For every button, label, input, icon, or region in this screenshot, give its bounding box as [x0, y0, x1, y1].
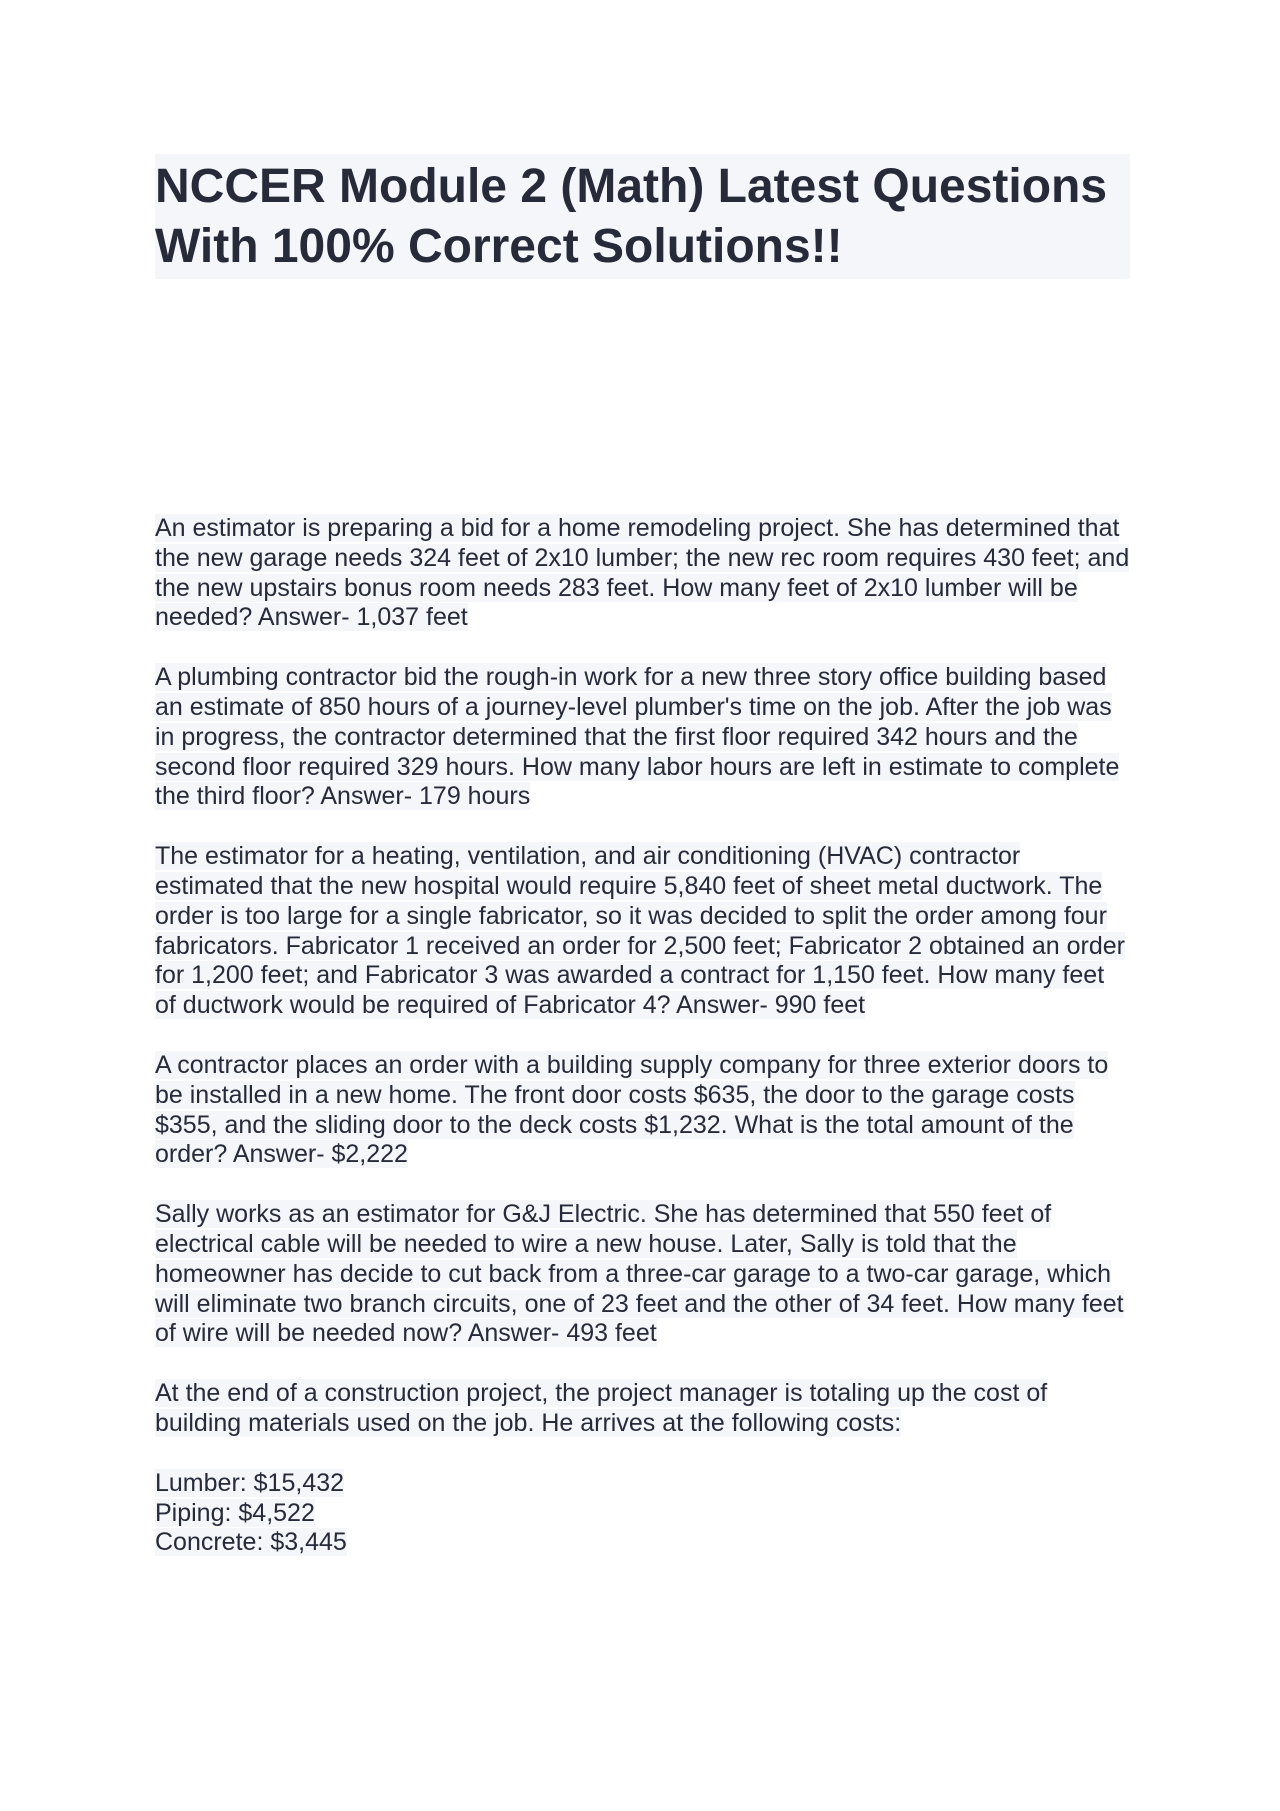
question-text-6: At the end of a construction project, the project manager is totaling up the cost of building materials used on the job. He arrives at the following costs: [155, 1379, 1048, 1437]
cost-item-piping: Piping: $4,522 [155, 1498, 315, 1527]
question-paragraph-5 [155, 1200, 1130, 1349]
question-text-2: A plumbing contractor bid the rough-in work for a new three story office building based an estimate of 850 hours of a journey-level plumber's time on the job. After the job was in progress, the contractor determined that the first floor required 342 hours and the second floor required 329 hours. How many labor hours are left in estimate to complete the third floor? Answer- 179 hours [155, 663, 1120, 811]
question-paragraph-4 [155, 1051, 1130, 1170]
question-paragraph-6 [155, 1379, 1130, 1439]
question-text-4: A contractor places an order with a building supply company for three exterior doors to be installed in a new home. The front door costs $635, the door to the garage costs $355, and the sliding door to the deck costs $1,232. What is the total amount of the order? Answer- $2,222 [155, 1050, 1109, 1169]
title-block [155, 154, 1130, 279]
document-title: NCCER Module 2 (Math) Latest Questions With 100% Correct Solutions!! [155, 160, 1108, 273]
cost-item-concrete: Concrete: $3,445 [155, 1528, 347, 1557]
question-paragraph-2 [155, 663, 1130, 812]
question-paragraph-1 [155, 514, 1130, 633]
question-text-3: The estimator for a heating, ventilation, and air conditioning (HVAC) contractor estimated that the new hospital would require 5,840 feet of sheet metal ductwork. The order is too large for a single fabricator, so it was decided to split the order among four fabricators. Fabricator 1 received an order for 2,500 feet; Fabricator 2 obtained an order for 1,200 feet; and Fabricator 3 was awarded a contract for 1,150 feet. How many feet of ductwork would be required of Fabricator 4? Answer- 990 feet [155, 842, 1125, 1020]
question-text-1: An estimator is preparing a bid for a home remodeling project. She has determined that the new garage needs 324 feet of 2x10 lumber; the new rec room requires 430 feet; and the new upstairs bonus room needs 283 feet. How many feet of 2x10 lumber will be needed? Answer- 1,037 feet [155, 514, 1130, 632]
cost-item-lumber: Lumber: $15,432 [155, 1468, 345, 1497]
document-page [155, 154, 1130, 1558]
question-text-5: Sally works as an estimator for G&J Electric. She has determined that 550 feet of electrical cable will be needed to wire a new house. Later, Sally is told that the homeowner has decide to cut back from a three-car garage to a two-car garage, which will eliminate two branch circuits, one of 23 feet and the other of 34 feet. How many feet of wire will be needed now? Answer- 493 feet [155, 1200, 1124, 1348]
cost-list [155, 1469, 1130, 1558]
document-content [155, 514, 1130, 1558]
question-paragraph-3 [155, 842, 1130, 1021]
